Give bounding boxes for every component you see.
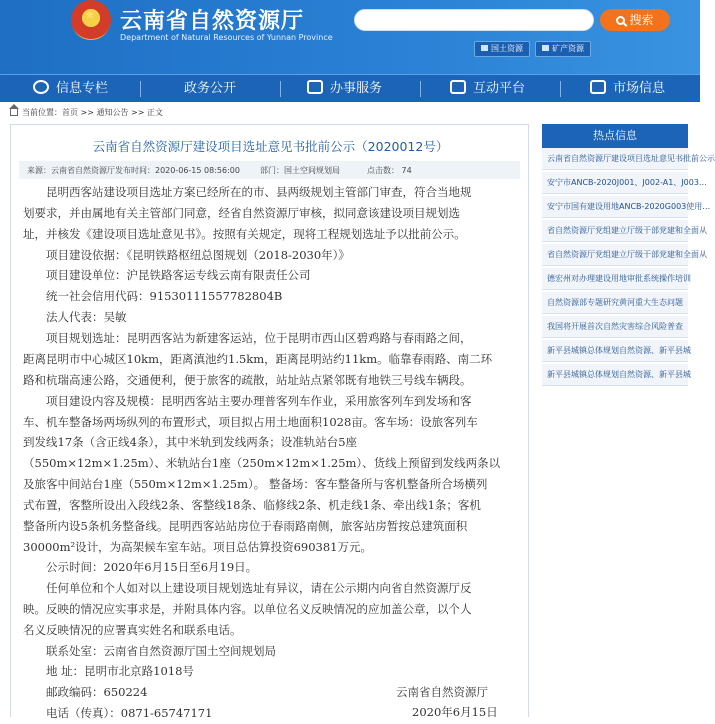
nav-item-market[interactable] bbox=[590, 75, 665, 103]
article-line: 项目建设单位：沪昆铁路客运专线云南有限责任公司 bbox=[46, 268, 311, 282]
link-mineral-resources[interactable] bbox=[535, 41, 591, 57]
meta-views: 点击数： 74 bbox=[367, 166, 412, 175]
nav-item-info-column[interactable] bbox=[33, 75, 108, 103]
hot-info-item[interactable]: 安宁市国有建设用地ANCB-2020G003使用… bbox=[542, 196, 688, 218]
meta-published: 发布时间：2020-06-15 08:56:00 bbox=[115, 166, 240, 175]
article-line: 式布置，客整所设出入段线2条、客整线18条、临修线2条、机走线1条、牵出线1条；客机 bbox=[23, 498, 481, 512]
article-line: 地 址：昆明市北京路1018号 bbox=[46, 664, 194, 678]
nav-item-label: 政务公开 bbox=[184, 81, 237, 96]
article-meta bbox=[19, 161, 520, 179]
breadcrumb-text[interactable]: 当前位置：首页 >> 通知公告 >> 正文 bbox=[22, 108, 163, 117]
hot-info-item[interactable]: 德宏州对办理建设用地审批系统操作培训 bbox=[542, 268, 688, 290]
article-line: 到发线17条（含正线4条），其中米轨到发线两条；设准轨站台5座 bbox=[23, 435, 358, 449]
land-resources-icon bbox=[481, 45, 488, 51]
link-land-resources-label: 国土资源 bbox=[491, 44, 523, 53]
search-button-label: 搜索 bbox=[629, 13, 654, 27]
nav-item-gov-open[interactable] bbox=[184, 75, 236, 103]
article-line: 及旅客中间站台1座（550m×12m×1.25m）。 整备场：客车整备所与客机整备所合场横列 bbox=[23, 477, 488, 491]
home-icon bbox=[10, 109, 18, 116]
info-icon bbox=[33, 80, 49, 94]
hot-info-item[interactable]: 自然资源部专题研究黄河重大生态问题 bbox=[542, 292, 688, 314]
nav-item-label: 互动平台 bbox=[473, 81, 526, 96]
site-subtitle: Department of Natural Resources of Yunnan Province bbox=[120, 33, 333, 42]
hot-info-item[interactable]: 省自然资源厅党组建立厅级干部党建和全面从 bbox=[542, 244, 688, 266]
nav-divider bbox=[420, 81, 421, 97]
article-title: 云南省自然资源厅建设项目选址意见书批前公示（2020012号） bbox=[92, 139, 449, 154]
link-mineral-resources-label: 矿产资源 bbox=[552, 44, 584, 53]
breadcrumb bbox=[0, 106, 700, 120]
nav-divider bbox=[280, 81, 281, 97]
article-line: 路和杭瑞高速公路，交通便利，便于旅客的疏散，站址站点紧邻既有地铁三号线车辆段。 bbox=[23, 373, 472, 387]
article-line: 邮政编码：650224 bbox=[46, 685, 148, 699]
market-icon bbox=[590, 80, 606, 94]
article-line: 项目规划选址：昆明西客站为新建客运站，位于昆明市西山区碧鸡路与春雨路之间， bbox=[46, 331, 472, 345]
article-line: 法人代表：吴敏 bbox=[46, 310, 127, 324]
article-line: 电话（传真）：0871-65747171 bbox=[46, 706, 213, 720]
article-line: 划要求，并由属地有关主管部门同意，经省自然资源厅审核，拟同意该建设项目规划选 bbox=[23, 206, 460, 220]
article-line: 项目建设依据：《昆明铁路枢纽总图规划（2018-2030年）》 bbox=[46, 248, 350, 262]
search-icon bbox=[616, 16, 625, 25]
nav-divider bbox=[140, 81, 141, 97]
article-line: （550m×12m×1.25m）、米轨站台1座（250m×12m×1.25m）、货线上预留到发线两条以 bbox=[23, 456, 501, 470]
article-line: 公示时间：2020年6月15日至6月19日。 bbox=[46, 560, 258, 574]
article-line: 30000m²设计，为高架候车室车站。项目总估算投资690381万元。 bbox=[23, 540, 372, 554]
site-header bbox=[0, 0, 700, 74]
nav-divider bbox=[560, 81, 561, 97]
mineral-resources-icon bbox=[542, 45, 549, 51]
search-input[interactable] bbox=[354, 9, 594, 31]
site-title[interactable]: 云南省自然资源厅 bbox=[120, 8, 305, 34]
hot-info-title: 热点信息 bbox=[542, 124, 688, 148]
hot-info-item[interactable]: 安宁市ANCB-2020J001、J002-A1、J003… bbox=[542, 172, 688, 194]
meta-source: 来源：云南省自然资源厅 bbox=[27, 166, 115, 175]
article-line: 映。反映的情况应实事求是，并附具体内容。以单位名义反映情况的应加盖公章，以个人 bbox=[23, 602, 472, 616]
article-line: 联系处室：云南省自然资源厅国土空间规划局 bbox=[46, 644, 276, 658]
article-line: 址，并核发《建设项目选址意见书》。按照有关规定，现将工程规划选址予以批前公示。 bbox=[23, 227, 466, 241]
article-line: 距离昆明市中心城区10km，距离滇池约1.5km，距离昆明站约11km。临靠春雨路、南二环 bbox=[23, 352, 493, 366]
main-nav bbox=[0, 74, 700, 102]
article-line: 昆明西客站建设项目选址方案已经所在的市、县两级规划主管部门审查，符合当地规 bbox=[46, 185, 472, 199]
national-emblem-icon: ★ bbox=[71, 0, 111, 40]
hot-info-item[interactable]: 省自然资源厅党组建立厅级干部党建和全面从 bbox=[542, 220, 688, 242]
nav-item-services[interactable] bbox=[307, 75, 382, 103]
hot-info-item[interactable]: 新平县城镇总体规划自然资源、新平县城 bbox=[542, 340, 688, 362]
article-line: 统一社会信用代码：91530111557782804B bbox=[46, 289, 283, 303]
nav-item-label: 市场信息 bbox=[613, 81, 666, 96]
hot-info-item[interactable]: 新平县城镇总体规划自然资源、新平县城 bbox=[542, 364, 688, 386]
nav-item-interaction[interactable] bbox=[450, 75, 525, 103]
signature: 云南省自然资源厅 bbox=[396, 685, 488, 699]
article-line: 车、机车整备场两场纵列的布置形式，项目拟占用土地面积1028亩。客车场：设旅客列车 bbox=[23, 415, 478, 429]
hot-info-item[interactable]: 我国将开展首次自然灾害综合风险普查 bbox=[542, 316, 688, 338]
signature-date: 2020年6月15日 bbox=[412, 705, 498, 719]
link-land-resources[interactable] bbox=[474, 41, 530, 57]
article-line: 整备所内设5条机务整备线。昆明西客站站房位于春雨路南侧，旅客站房暂按总建筑面积 bbox=[23, 519, 468, 533]
article-line: 项目建设内容及规模：昆明西客站主要办理普客列车作业，采用旅客列车到发场和客 bbox=[46, 394, 472, 408]
search-button[interactable] bbox=[600, 9, 670, 31]
chat-icon bbox=[450, 80, 466, 94]
article-line: 任何单位和个人如对以上建设项目规划选址有异议，请在公示期内向省自然资源厅反 bbox=[46, 581, 472, 595]
service-icon bbox=[307, 80, 323, 94]
article-line: 名义反映情况的应署真实姓名和联系电话。 bbox=[23, 623, 242, 637]
meta-section: 部门：国土空间规划局 bbox=[260, 166, 340, 175]
nav-item-label: 办事服务 bbox=[330, 81, 383, 96]
nav-item-label: 信息专栏 bbox=[56, 81, 109, 96]
hot-info-item[interactable]: 云南省自然资源厅建设项目选址意见书批前公示 bbox=[542, 148, 688, 170]
